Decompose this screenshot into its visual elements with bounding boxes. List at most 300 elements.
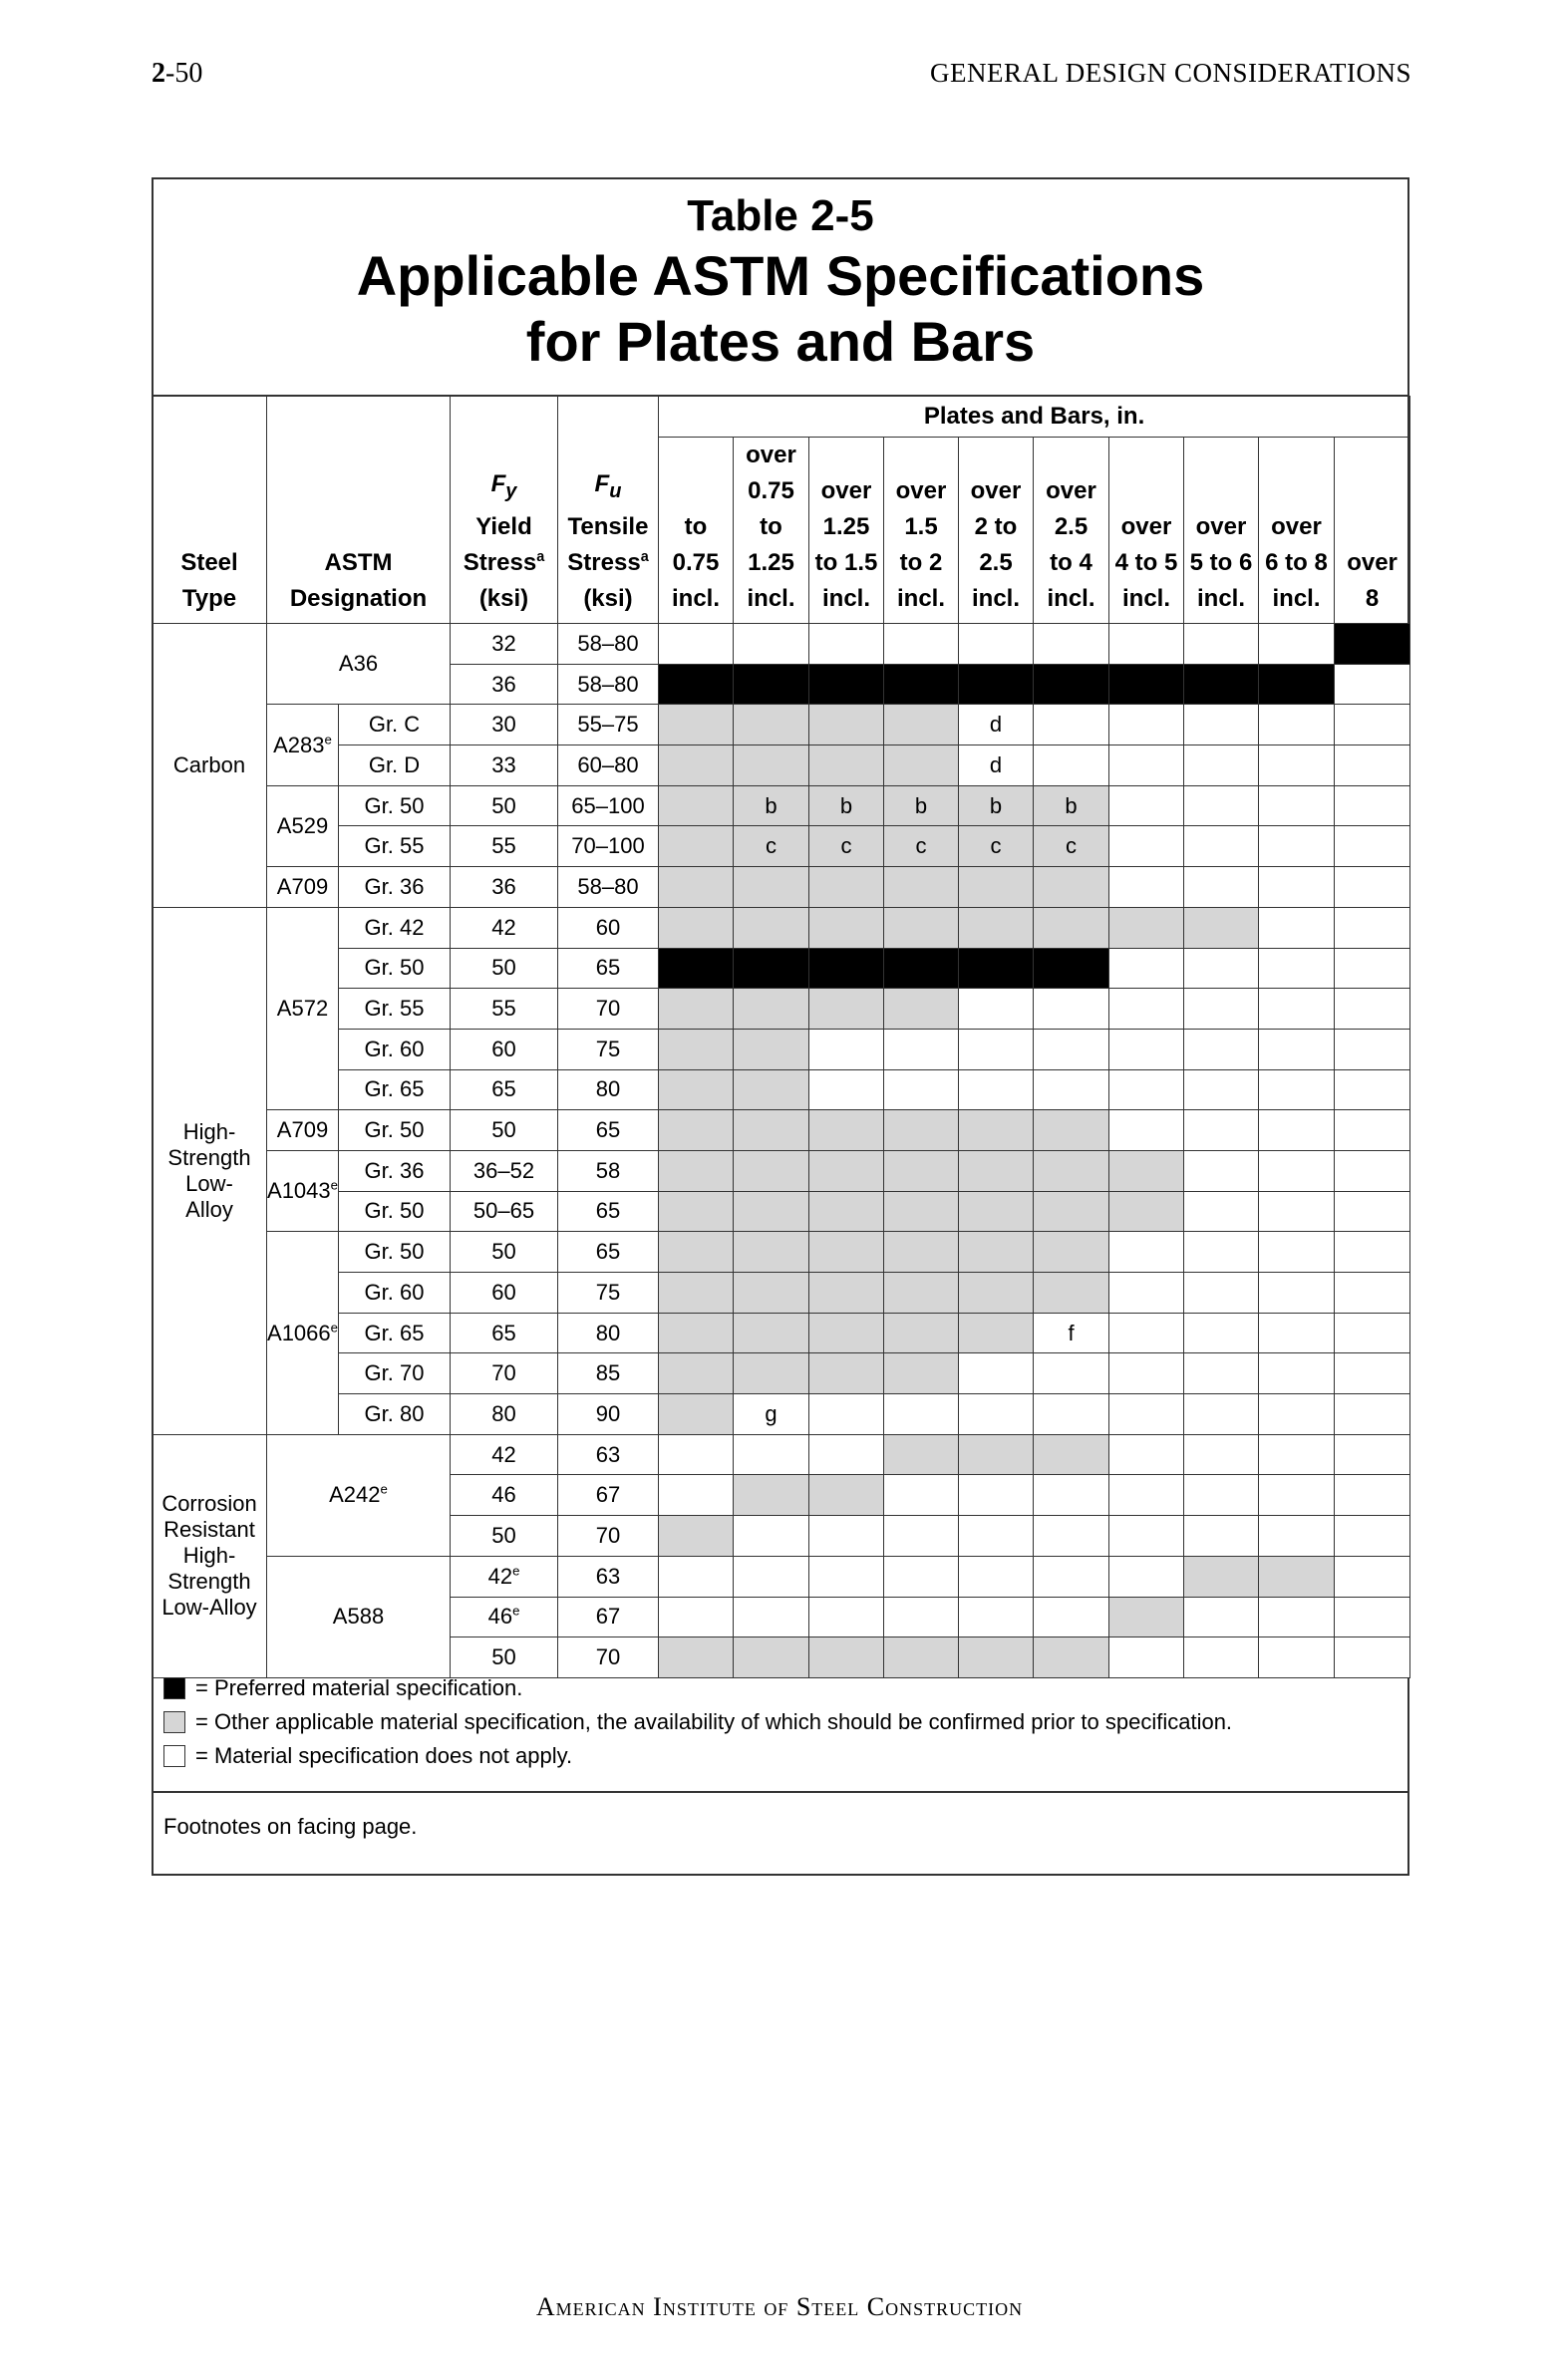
availability-cell xyxy=(1184,1313,1259,1353)
availability-cell xyxy=(959,1353,1034,1394)
availability-cell xyxy=(1259,1313,1335,1353)
fy-value-cell: 42e xyxy=(451,1556,558,1597)
availability-cell xyxy=(1335,1597,1410,1637)
legend-preferred: = Preferred material specification. xyxy=(163,1675,522,1701)
fu-value-cell: 63 xyxy=(558,1434,659,1475)
availability-cell xyxy=(809,1273,884,1314)
availability-cell xyxy=(1259,1556,1335,1597)
availability-cell xyxy=(1034,1475,1109,1516)
availability-cell xyxy=(659,826,734,867)
availability-cell xyxy=(1184,1516,1259,1557)
availability-cell xyxy=(659,1394,734,1435)
availability-cell xyxy=(884,989,959,1030)
availability-cell xyxy=(1184,1556,1259,1597)
availability-cell xyxy=(659,745,734,786)
availability-cell xyxy=(1259,1434,1335,1475)
grade-cell: Gr. 70 xyxy=(339,1353,451,1394)
availability-cell xyxy=(1259,826,1335,867)
availability-cell xyxy=(959,1232,1034,1273)
availability-cell xyxy=(1259,1029,1335,1069)
availability-cell xyxy=(659,1313,734,1353)
availability-cell: d xyxy=(959,745,1034,786)
availability-cell xyxy=(884,664,959,705)
fy-value-cell: 36 xyxy=(451,664,558,705)
availability-cell xyxy=(1184,989,1259,1030)
availability-cell xyxy=(734,948,809,989)
fy-value-cell: 36 xyxy=(451,867,558,908)
availability-cell xyxy=(1335,705,1410,745)
availability-cell: b xyxy=(734,785,809,826)
table-row xyxy=(153,907,1410,948)
availability-cell xyxy=(1259,1191,1335,1232)
legend-swatch-gray xyxy=(163,1711,185,1733)
table-title-line1: Applicable ASTM Specifications xyxy=(356,244,1205,307)
availability-cell xyxy=(1335,664,1410,705)
header-fy-yield-stress: $F_y$ Yield Stress$^a$ (ksi) xyxy=(451,397,558,624)
availability-cell: f xyxy=(1034,1313,1109,1353)
availability-cell xyxy=(1034,948,1109,989)
availability-cell xyxy=(1109,1475,1184,1516)
table-row xyxy=(153,1150,1410,1191)
fu-value-cell: 65 xyxy=(558,948,659,989)
availability-cell xyxy=(734,705,809,745)
availability-cell xyxy=(1335,826,1410,867)
steel-type-cell: Carbon xyxy=(153,624,267,908)
grade-cell: Gr. 42 xyxy=(339,907,451,948)
availability-cell xyxy=(1259,867,1335,908)
availability-cell xyxy=(959,1434,1034,1475)
table-row xyxy=(153,1232,1410,1273)
grade-cell: Gr. 80 xyxy=(339,1394,451,1435)
availability-cell xyxy=(1034,1434,1109,1475)
availability-cell xyxy=(734,664,809,705)
availability-cell xyxy=(1034,1556,1109,1597)
availability-cell xyxy=(1109,1394,1184,1435)
availability-cell xyxy=(1184,948,1259,989)
grade-cell: Gr. 65 xyxy=(339,1069,451,1110)
fu-value-cell: 60 xyxy=(558,907,659,948)
fu-value-cell: 65 xyxy=(558,1232,659,1273)
availability-cell xyxy=(1184,907,1259,948)
fu-value-cell: 65 xyxy=(558,1191,659,1232)
availability-cell xyxy=(734,1150,809,1191)
specifications-table xyxy=(152,396,1410,1678)
table-row xyxy=(153,1069,1410,1110)
table-title-block xyxy=(152,177,1409,397)
availability-cell xyxy=(809,1191,884,1232)
availability-cell xyxy=(809,1394,884,1435)
availability-cell xyxy=(1184,705,1259,745)
fy-value-cell: 60 xyxy=(451,1273,558,1314)
availability-cell xyxy=(734,907,809,948)
availability-cell xyxy=(734,1110,809,1151)
availability-cell xyxy=(884,1556,959,1597)
fu-value-cell: 63 xyxy=(558,1556,659,1597)
availability-cell xyxy=(959,1150,1034,1191)
availability-cell xyxy=(1259,1069,1335,1110)
availability-cell xyxy=(959,1110,1034,1151)
availability-cell xyxy=(959,1516,1034,1557)
availability-cell xyxy=(1109,826,1184,867)
availability-cell xyxy=(884,1516,959,1557)
availability-cell xyxy=(1034,1069,1109,1110)
availability-cell xyxy=(1259,1597,1335,1637)
table-row xyxy=(153,1029,1410,1069)
header-thickness-9: over 8 xyxy=(1335,438,1410,624)
availability-cell xyxy=(734,1232,809,1273)
availability-cell xyxy=(1109,1434,1184,1475)
availability-cell xyxy=(809,1597,884,1637)
astm-designation-cell: A588 xyxy=(267,1556,451,1677)
steel-type-cell: High- Strength Low- Alloy xyxy=(153,907,267,1434)
availability-cell xyxy=(1109,948,1184,989)
table-row xyxy=(153,867,1410,908)
availability-cell xyxy=(884,1110,959,1151)
table-row xyxy=(153,705,1410,745)
availability-cell xyxy=(1184,1232,1259,1273)
fy-value-cell: 32 xyxy=(451,624,558,665)
availability-cell xyxy=(734,1029,809,1069)
fy-value-cell: 50–65 xyxy=(451,1191,558,1232)
availability-cell xyxy=(659,1353,734,1394)
availability-cell: c xyxy=(884,826,959,867)
availability-cell xyxy=(1109,785,1184,826)
availability-cell xyxy=(959,1475,1034,1516)
availability-cell xyxy=(659,1434,734,1475)
availability-cell xyxy=(1034,989,1109,1030)
fu-value-cell: 65–100 xyxy=(558,785,659,826)
availability-cell: c xyxy=(1034,826,1109,867)
table-row xyxy=(153,1556,1410,1597)
availability-cell xyxy=(1034,1353,1109,1394)
availability-cell xyxy=(1259,664,1335,705)
header-thickness-7: over 5 to 6 incl. xyxy=(1184,438,1259,624)
fu-value-cell: 58 xyxy=(558,1150,659,1191)
availability-cell xyxy=(809,1434,884,1475)
availability-cell xyxy=(1335,907,1410,948)
availability-cell xyxy=(809,1556,884,1597)
fy-value-cell: 50 xyxy=(451,1232,558,1273)
availability-cell xyxy=(884,1353,959,1394)
availability-cell xyxy=(809,1353,884,1394)
header-thickness-1: over 0.75 to 1.25 incl. xyxy=(734,438,809,624)
availability-cell xyxy=(1184,1434,1259,1475)
availability-cell xyxy=(959,1597,1034,1637)
grade-cell: Gr. 50 xyxy=(339,948,451,989)
fy-value-cell: 46 xyxy=(451,1475,558,1516)
availability-cell xyxy=(809,1232,884,1273)
header-thickness-2: over 1.25 to 1.5 incl. xyxy=(809,438,884,624)
availability-cell xyxy=(734,867,809,908)
header-fu-tensile-stress: $F_u$ Tensile Stress$^a$ (ksi) xyxy=(558,397,659,624)
fu-value-cell: 65 xyxy=(558,1110,659,1151)
availability-cell xyxy=(884,1273,959,1314)
availability-cell xyxy=(1335,745,1410,786)
table-row xyxy=(153,1191,1410,1232)
availability-cell xyxy=(734,1556,809,1597)
fy-value-cell: 46e xyxy=(451,1597,558,1637)
fy-value-cell: 55 xyxy=(451,826,558,867)
availability-cell xyxy=(659,867,734,908)
availability-cell xyxy=(809,907,884,948)
availability-cell xyxy=(1034,1029,1109,1069)
fu-value-cell: 85 xyxy=(558,1353,659,1394)
availability-cell xyxy=(884,1313,959,1353)
page-footer: American Institute of Steel Construction xyxy=(535,2292,1024,2321)
fu-value-cell: 70 xyxy=(558,989,659,1030)
legend xyxy=(152,1653,1409,1793)
availability-cell xyxy=(809,1110,884,1151)
running-head: GENERAL DESIGN CONSIDERATIONS xyxy=(930,58,1411,88)
availability-cell xyxy=(1109,1516,1184,1557)
table-row xyxy=(153,745,1410,786)
grade-cell: Gr. 60 xyxy=(339,1273,451,1314)
fy-value-cell: 65 xyxy=(451,1313,558,1353)
availability-cell xyxy=(659,1273,734,1314)
availability-cell xyxy=(959,1069,1034,1110)
availability-cell xyxy=(809,705,884,745)
astm-designation-cell: A529 xyxy=(267,785,339,866)
availability-cell xyxy=(809,1516,884,1557)
availability-cell xyxy=(1034,664,1109,705)
availability-cell xyxy=(659,1069,734,1110)
availability-cell: b xyxy=(959,785,1034,826)
availability-cell xyxy=(884,1597,959,1637)
availability-cell xyxy=(1109,1313,1184,1353)
availability-cell xyxy=(659,664,734,705)
availability-cell xyxy=(1034,1191,1109,1232)
availability-cell xyxy=(1184,664,1259,705)
legend-other: = Other applicable material specification, the availability of which should be confirmed prior to specification. xyxy=(163,1709,1232,1735)
availability-cell xyxy=(1335,1434,1410,1475)
fy-value-cell: 50 xyxy=(451,785,558,826)
availability-cell: c xyxy=(734,826,809,867)
availability-cell xyxy=(884,1475,959,1516)
availability-cell xyxy=(734,1516,809,1557)
legend-not-apply: = Material specification does not apply. xyxy=(163,1743,572,1769)
availability-cell xyxy=(809,989,884,1030)
availability-cell xyxy=(1335,624,1410,665)
fu-value-cell: 58–80 xyxy=(558,664,659,705)
availability-cell xyxy=(1109,1597,1184,1637)
availability-cell xyxy=(1335,1232,1410,1273)
availability-cell xyxy=(809,664,884,705)
availability-cell xyxy=(809,1029,884,1069)
availability-cell xyxy=(884,867,959,908)
availability-cell xyxy=(884,1150,959,1191)
availability-cell xyxy=(659,1191,734,1232)
availability-cell xyxy=(1335,1353,1410,1394)
availability-cell xyxy=(1259,1110,1335,1151)
availability-cell xyxy=(1109,745,1184,786)
grade-cell: Gr. 55 xyxy=(339,826,451,867)
header-thickness-3: over 1.5 to 2 incl. xyxy=(884,438,959,624)
availability-cell xyxy=(809,948,884,989)
legend-swatch-black xyxy=(163,1677,185,1699)
availability-cell xyxy=(734,1191,809,1232)
availability-cell xyxy=(1184,867,1259,908)
availability-cell xyxy=(959,1029,1034,1069)
availability-cell xyxy=(959,1394,1034,1435)
availability-cell xyxy=(1259,1232,1335,1273)
availability-cell: c xyxy=(809,826,884,867)
availability-cell xyxy=(884,1232,959,1273)
availability-cell xyxy=(1109,989,1184,1030)
fu-value-cell: 75 xyxy=(558,1029,659,1069)
fy-value-cell: 50 xyxy=(451,1516,558,1557)
grade-cell: Gr. 50 xyxy=(339,785,451,826)
table-row xyxy=(153,1273,1410,1314)
table-row xyxy=(153,948,1410,989)
availability-cell xyxy=(1259,705,1335,745)
availability-cell xyxy=(1109,1110,1184,1151)
availability-cell xyxy=(1109,1556,1184,1597)
availability-cell xyxy=(659,1110,734,1151)
astm-designation-cell: A242e xyxy=(267,1434,451,1556)
availability-cell xyxy=(959,948,1034,989)
table-row xyxy=(153,785,1410,826)
grade-cell: Gr. 36 xyxy=(339,1150,451,1191)
astm-designation-cell: A283e xyxy=(267,705,339,785)
availability-cell xyxy=(884,705,959,745)
fu-value-cell: 67 xyxy=(558,1475,659,1516)
fu-value-cell: 90 xyxy=(558,1394,659,1435)
availability-cell xyxy=(1335,1110,1410,1151)
fy-value-cell: 30 xyxy=(451,705,558,745)
availability-cell xyxy=(1335,1150,1410,1191)
availability-cell xyxy=(959,989,1034,1030)
availability-cell xyxy=(1335,948,1410,989)
availability-cell xyxy=(659,1029,734,1069)
fu-value-cell: 58–80 xyxy=(558,867,659,908)
astm-designation-cell: A572 xyxy=(267,907,339,1109)
availability-cell xyxy=(1259,1394,1335,1435)
availability-cell xyxy=(1335,785,1410,826)
availability-cell xyxy=(1034,624,1109,665)
availability-cell xyxy=(659,948,734,989)
availability-cell xyxy=(884,948,959,989)
fy-value-cell: 42 xyxy=(451,907,558,948)
availability-cell xyxy=(809,745,884,786)
availability-cell xyxy=(659,785,734,826)
steel-type-cell: Corrosion Resistant High- Strength Low-Alloy xyxy=(153,1434,267,1677)
table-row xyxy=(153,624,1410,665)
legend-swatch-white xyxy=(163,1745,185,1767)
availability-cell xyxy=(659,907,734,948)
availability-cell xyxy=(1259,948,1335,989)
availability-cell xyxy=(1335,989,1410,1030)
grade-cell: Gr. C xyxy=(339,705,451,745)
availability-cell xyxy=(959,1313,1034,1353)
availability-cell xyxy=(1259,745,1335,786)
availability-cell xyxy=(1259,989,1335,1030)
availability-cell xyxy=(959,1273,1034,1314)
availability-cell xyxy=(659,1597,734,1637)
fu-value-cell: 75 xyxy=(558,1273,659,1314)
availability-cell xyxy=(1259,1150,1335,1191)
availability-cell xyxy=(884,907,959,948)
availability-cell xyxy=(734,1069,809,1110)
availability-cell xyxy=(659,1232,734,1273)
fu-value-cell: 70 xyxy=(558,1637,659,1678)
grade-cell: Gr. 50 xyxy=(339,1110,451,1151)
fu-value-cell: 55–75 xyxy=(558,705,659,745)
availability-cell xyxy=(1034,907,1109,948)
astm-designation-cell: A709 xyxy=(267,1110,339,1151)
availability-cell xyxy=(1034,705,1109,745)
availability-cell xyxy=(659,1556,734,1597)
availability-cell xyxy=(734,1475,809,1516)
availability-cell xyxy=(1184,1353,1259,1394)
availability-cell xyxy=(659,1150,734,1191)
header-thickness-5: over 2.5 to 4 incl. xyxy=(1034,438,1109,624)
fu-value-cell: 60–80 xyxy=(558,745,659,786)
availability-cell xyxy=(1109,1069,1184,1110)
availability-cell xyxy=(1034,745,1109,786)
availability-cell xyxy=(1184,624,1259,665)
grade-cell: Gr. 50 xyxy=(339,1191,451,1232)
availability-cell xyxy=(884,1434,959,1475)
grade-cell: Gr. D xyxy=(339,745,451,786)
availability-cell xyxy=(1034,1232,1109,1273)
availability-cell xyxy=(1109,1353,1184,1394)
availability-cell xyxy=(1184,1273,1259,1314)
availability-cell xyxy=(884,1191,959,1232)
availability-cell xyxy=(734,1597,809,1637)
footnote: Footnotes on facing page. xyxy=(163,1814,418,1839)
fy-value-cell: 65 xyxy=(451,1069,558,1110)
header-thickness-6: over 4 to 5 incl. xyxy=(1109,438,1184,624)
availability-cell xyxy=(809,1069,884,1110)
availability-cell xyxy=(1335,867,1410,908)
availability-cell xyxy=(1335,1273,1410,1314)
availability-cell xyxy=(959,624,1034,665)
fy-value-cell: 50 xyxy=(451,1110,558,1151)
availability-cell xyxy=(959,867,1034,908)
availability-cell xyxy=(1184,1394,1259,1435)
grade-cell: Gr. 60 xyxy=(339,1029,451,1069)
availability-cell xyxy=(1184,1191,1259,1232)
table-row xyxy=(153,1394,1410,1435)
fu-value-cell: 80 xyxy=(558,1313,659,1353)
availability-cell xyxy=(1335,1556,1410,1597)
availability-cell xyxy=(1109,624,1184,665)
grade-cell: Gr. 65 xyxy=(339,1313,451,1353)
fu-value-cell: 58–80 xyxy=(558,624,659,665)
page-number: 2-50 xyxy=(152,58,203,89)
availability-cell xyxy=(884,1069,959,1110)
availability-cell: g xyxy=(734,1394,809,1435)
availability-cell xyxy=(734,745,809,786)
availability-cell xyxy=(1184,745,1259,786)
availability-cell xyxy=(1335,1191,1410,1232)
availability-cell xyxy=(659,624,734,665)
availability-cell xyxy=(1184,1110,1259,1151)
astm-designation-cell: A1043e xyxy=(267,1150,339,1231)
availability-cell xyxy=(1184,1150,1259,1191)
availability-cell xyxy=(1184,785,1259,826)
availability-cell xyxy=(1184,1475,1259,1516)
table-title-line2: for Plates and Bars xyxy=(525,310,1036,373)
header-steel-type: Steel Type xyxy=(153,397,267,624)
table-row xyxy=(153,826,1410,867)
fu-value-cell: 67 xyxy=(558,1597,659,1637)
availability-cell xyxy=(1034,1150,1109,1191)
availability-cell xyxy=(659,1516,734,1557)
availability-cell xyxy=(1034,1597,1109,1637)
availability-cell xyxy=(809,1475,884,1516)
table-number: Table 2-5 xyxy=(687,191,874,240)
